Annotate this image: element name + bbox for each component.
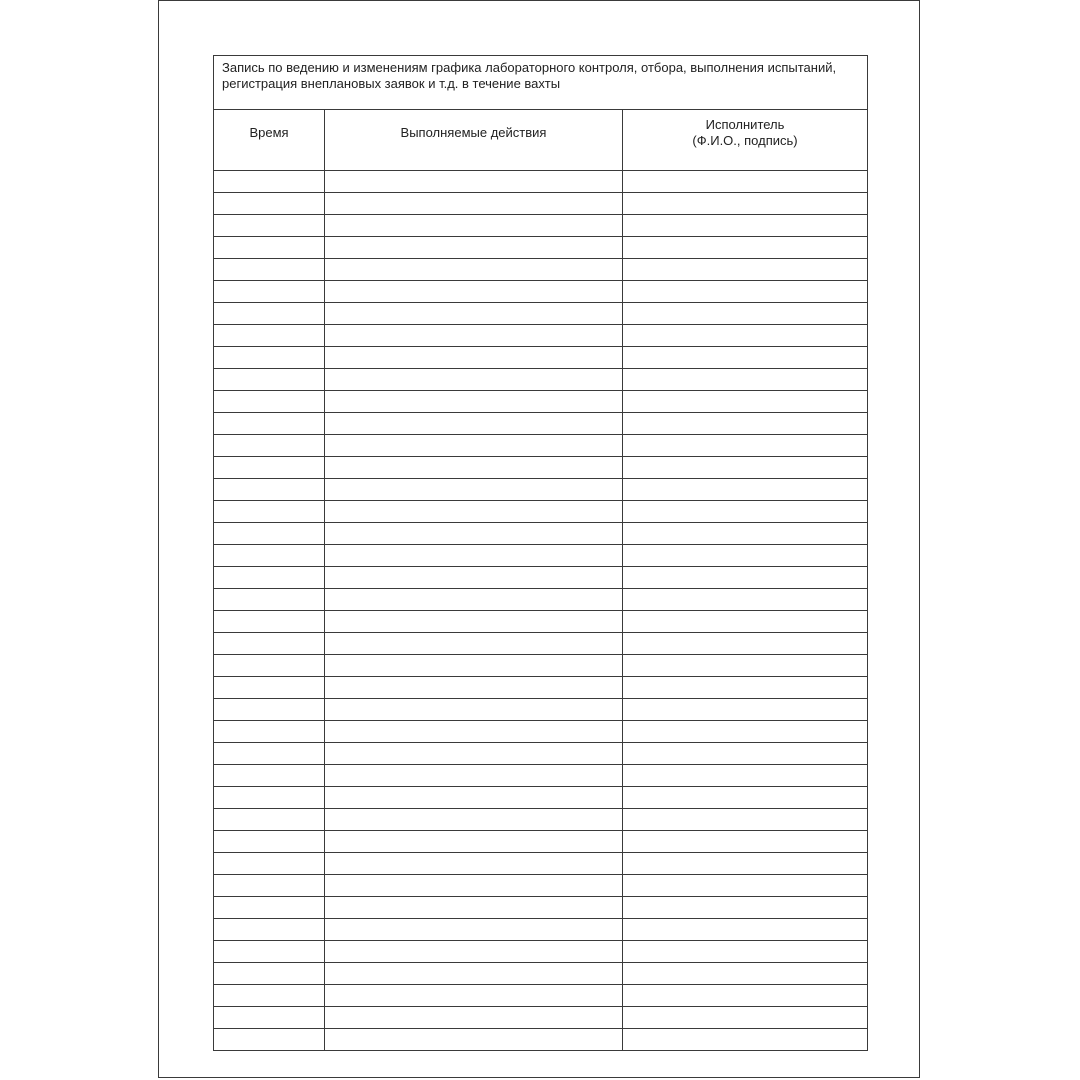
actions-cell <box>325 633 623 655</box>
time-cell <box>214 193 325 215</box>
executor-cell <box>623 457 868 479</box>
time-cell <box>214 963 325 985</box>
table-row <box>214 303 868 325</box>
executor-cell <box>623 875 868 897</box>
table-row <box>214 1007 868 1029</box>
executor-cell <box>623 941 868 963</box>
time-cell <box>214 369 325 391</box>
table-row <box>214 193 868 215</box>
table-row <box>214 281 868 303</box>
actions-cell <box>325 435 623 457</box>
table-row <box>214 853 868 875</box>
table-row <box>214 919 868 941</box>
table-row <box>214 391 868 413</box>
table-row <box>214 677 868 699</box>
actions-cell <box>325 699 623 721</box>
actions-cell <box>325 391 623 413</box>
table-row <box>214 897 868 919</box>
executor-cell <box>623 721 868 743</box>
actions-cell <box>325 171 623 193</box>
actions-cell <box>325 721 623 743</box>
time-cell <box>214 325 325 347</box>
executor-cell <box>623 215 868 237</box>
table-row <box>214 237 868 259</box>
executor-cell <box>623 985 868 1007</box>
executor-cell <box>623 545 868 567</box>
actions-cell <box>325 941 623 963</box>
table-row <box>214 1029 868 1051</box>
table-row <box>214 721 868 743</box>
executor-cell <box>623 479 868 501</box>
actions-cell <box>325 237 623 259</box>
executor-cell <box>623 259 868 281</box>
actions-cell <box>325 897 623 919</box>
executor-cell <box>623 325 868 347</box>
table-row <box>214 325 868 347</box>
header-row <box>214 110 868 171</box>
executor-cell <box>623 435 868 457</box>
table-row <box>214 171 868 193</box>
actions-cell <box>325 347 623 369</box>
executor-cell <box>623 809 868 831</box>
executor-cell <box>623 633 868 655</box>
table-title: Запись по ведению и изменениям графика лабораторного контроля, отбора, выполнения испытаний, регистрация внеплановых заявок и т.д. в течение вахты <box>214 56 868 110</box>
executor-cell <box>623 391 868 413</box>
actions-cell <box>325 853 623 875</box>
time-cell <box>214 413 325 435</box>
time-cell <box>214 611 325 633</box>
time-cell <box>214 831 325 853</box>
time-cell <box>214 523 325 545</box>
time-cell <box>214 281 325 303</box>
time-cell <box>214 567 325 589</box>
time-cell <box>214 545 325 567</box>
executor-cell <box>623 193 868 215</box>
executor-cell <box>623 919 868 941</box>
executor-cell <box>623 677 868 699</box>
column-header-executor <box>623 110 868 171</box>
time-cell <box>214 303 325 325</box>
actions-cell <box>325 831 623 853</box>
actions-cell <box>325 523 623 545</box>
table-row <box>214 985 868 1007</box>
time-cell <box>214 743 325 765</box>
actions-cell <box>325 787 623 809</box>
time-cell <box>214 941 325 963</box>
time-cell <box>214 171 325 193</box>
table-body <box>214 171 868 1051</box>
executor-cell <box>623 699 868 721</box>
actions-cell <box>325 919 623 941</box>
actions-cell <box>325 479 623 501</box>
table-row <box>214 963 868 985</box>
time-cell <box>214 457 325 479</box>
actions-cell <box>325 655 623 677</box>
actions-cell <box>325 589 623 611</box>
table-row <box>214 567 868 589</box>
actions-cell <box>325 281 623 303</box>
table-row <box>214 809 868 831</box>
actions-cell <box>325 325 623 347</box>
executor-cell <box>623 787 868 809</box>
table-row <box>214 347 868 369</box>
executor-cell <box>623 831 868 853</box>
table-row <box>214 523 868 545</box>
time-cell <box>214 853 325 875</box>
time-cell <box>214 699 325 721</box>
table-row <box>214 941 868 963</box>
table-row <box>214 545 868 567</box>
time-cell <box>214 391 325 413</box>
actions-cell <box>325 215 623 237</box>
executor-cell <box>623 897 868 919</box>
actions-cell <box>325 193 623 215</box>
table-row <box>214 655 868 677</box>
table-row <box>214 787 868 809</box>
executor-cell <box>623 501 868 523</box>
table-row <box>214 831 868 853</box>
time-cell <box>214 435 325 457</box>
table-row <box>214 633 868 655</box>
table-row <box>214 743 868 765</box>
actions-cell <box>325 985 623 1007</box>
table-row <box>214 479 868 501</box>
time-cell <box>214 347 325 369</box>
actions-cell <box>325 501 623 523</box>
table-row <box>214 501 868 523</box>
executor-cell <box>623 589 868 611</box>
executor-cell <box>623 347 868 369</box>
time-cell <box>214 875 325 897</box>
actions-cell <box>325 457 623 479</box>
column-header-actions: Выполняемые действия <box>325 110 623 171</box>
column-header-time: Время <box>214 110 325 171</box>
time-cell <box>214 237 325 259</box>
time-cell <box>214 897 325 919</box>
table-row <box>214 369 868 391</box>
actions-cell <box>325 809 623 831</box>
table-row <box>214 435 868 457</box>
time-cell <box>214 1029 325 1051</box>
executor-cell <box>623 171 868 193</box>
time-cell <box>214 589 325 611</box>
time-cell <box>214 479 325 501</box>
actions-cell <box>325 259 623 281</box>
executor-cell <box>623 655 868 677</box>
table-row <box>214 765 868 787</box>
time-cell <box>214 633 325 655</box>
time-cell <box>214 1007 325 1029</box>
executor-cell <box>623 523 868 545</box>
time-cell <box>214 259 325 281</box>
actions-cell <box>325 1007 623 1029</box>
actions-cell <box>325 1029 623 1051</box>
executor-cell <box>623 303 868 325</box>
table-row <box>214 589 868 611</box>
time-cell <box>214 501 325 523</box>
table-row <box>214 875 868 897</box>
table-title-row <box>214 56 868 110</box>
column-header-executor-label: Исполнитель <box>705 117 785 132</box>
actions-cell <box>325 677 623 699</box>
executor-cell <box>623 369 868 391</box>
table-row <box>214 457 868 479</box>
executor-cell <box>623 1007 868 1029</box>
time-cell <box>214 677 325 699</box>
time-cell <box>214 655 325 677</box>
executor-cell <box>623 237 868 259</box>
executor-cell <box>623 765 868 787</box>
actions-cell <box>325 369 623 391</box>
table-row <box>214 259 868 281</box>
executor-cell <box>623 853 868 875</box>
table-row <box>214 215 868 237</box>
actions-cell <box>325 611 623 633</box>
actions-cell <box>325 545 623 567</box>
time-cell <box>214 787 325 809</box>
time-cell <box>214 765 325 787</box>
table-row <box>214 611 868 633</box>
actions-cell <box>325 743 623 765</box>
time-cell <box>214 985 325 1007</box>
actions-cell <box>325 765 623 787</box>
executor-cell <box>623 611 868 633</box>
table-row <box>214 413 868 435</box>
actions-cell <box>325 303 623 325</box>
time-cell <box>214 919 325 941</box>
actions-cell <box>325 567 623 589</box>
actions-cell <box>325 875 623 897</box>
executor-cell <box>623 1029 868 1051</box>
executor-cell <box>623 963 868 985</box>
actions-cell <box>325 963 623 985</box>
executor-cell <box>623 567 868 589</box>
time-cell <box>214 809 325 831</box>
table-row <box>214 699 868 721</box>
time-cell <box>214 215 325 237</box>
executor-cell <box>623 743 868 765</box>
executor-cell <box>623 281 868 303</box>
actions-cell <box>325 413 623 435</box>
log-table <box>213 55 868 1051</box>
executor-cell <box>623 413 868 435</box>
column-header-executor-sub: (Ф.И.О., подпись) <box>692 133 798 148</box>
time-cell <box>214 721 325 743</box>
